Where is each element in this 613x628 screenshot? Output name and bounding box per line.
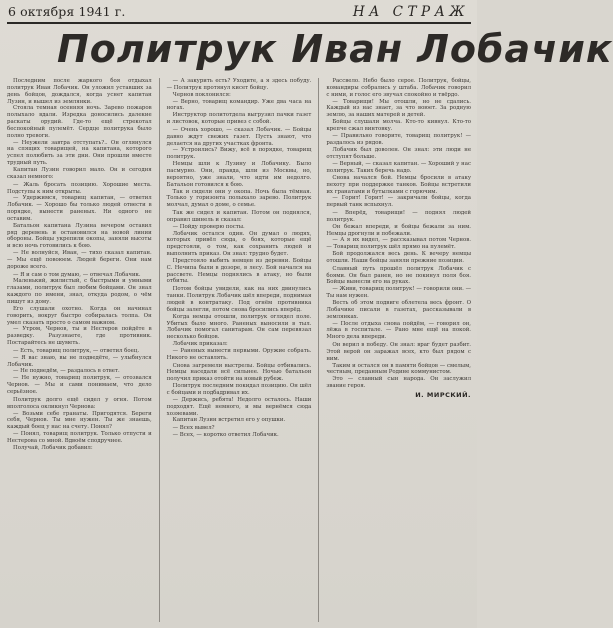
article-paragraph: — Очень хорошо, — сказал Лобачик. — Бойцы давно ждут свежих газет. Пусть знают, что делается на других участках фронта. (166, 126, 312, 147)
article-paragraph: Стояла темная осенняя ночь. Зарево пожаров полыхало вдали. Изредка доносились далекие раскаты орудий. Где-то ещё стрекотал беспокойный пулемёт. Сердце политрука было полно тревоги. (7, 105, 152, 139)
newspaper-masthead: НА СТРАЖ (352, 4, 469, 20)
article-paragraph: Политрук долго ещё сидел у огня. Потом вполголоса окликнул Чернова: (7, 396, 152, 410)
article-paragraph: — Держись, ребята! Недолго осталось. Наши подходят. Ещё немного, и мы вернёмся сюда хозяевами. (166, 396, 312, 417)
article-paragraph: Он бежал впереди, и бойцы бежали за ним. Немцы дрогнули и побежали. (326, 223, 472, 237)
article-paragraph: — Есть, товарищ политрук, — ответил боец. (13, 347, 140, 354)
article-paragraph: — Всех, — коротко ответил Лобачик. (172, 432, 279, 439)
article-paragraph: Славный путь прошёл политрук Лобачик с боями. Он был ранен, но не покинул поля боя. Бойцы вынесли его на руках. (326, 265, 472, 286)
headline-row (7, 26, 613, 76)
article-paragraph: — Вперёд, товарищи! — поднял людей политрук. (326, 210, 472, 223)
article-paragraph: — Верно, товарищ командир. Уже два часа на ногах. (166, 98, 312, 112)
article-paragraph: Это — славный сын народа. Он заслужил звание героя. (326, 376, 472, 390)
article-paragraph: Чернов поклонился: (172, 91, 231, 98)
article-paragraph: — Удержимся, товарищ капитан, — ответил Лобачик. — Хорошо бы только людей отвести в порядке, вынести раненых. Ни одного не оставим. (7, 195, 152, 222)
article-paragraph: Маленький, жилистый, с быстрыми и умными глазами, политрук был любим бойцами. Он знал каждого по имени, знал, откуда родом, о чём пишут из дому. (7, 278, 152, 305)
article-paragraph: — Верный, — сказал капитан. — Хороший у нас политрук. Таких беречь надо. (326, 161, 472, 174)
article-paragraph: Немцы шли к Лузину и Лобачику. Было пасмурно. Они, правда, шли из Москвы, но, вероятно, уже знали, что идти им недолго. Батальон готовился к бою. (166, 161, 312, 188)
article-paragraph: Он верил в победу. Он знал: враг будет разбит. Этой верой он заражал всех, кто был рядом с ним. (326, 342, 472, 362)
article-paragraph: Когда немцы отошли, политрук оглядел поле. Убитых было много. Раненых выносили в тыл. Лобачик помогал санитарам. Он сам перевязал несколько бойцов. (166, 313, 312, 341)
article-paragraph: Капитан Лузин говорил мало. Он и сегодня сказал немного: (7, 166, 152, 180)
article-paragraph: Снова загремели выстрелы. Бойцы отбивались. Немцы наседали всё сильнее. Ночью батальон получил приказ отойти на новый рубеж. (166, 362, 312, 383)
article-paragraph: — Я и сам о том думаю, — отвечал Лобачик. (13, 271, 141, 278)
article-paragraph: Лобачик был доволен. Он знал: эти люди не отступят больше. (326, 147, 472, 161)
article-paragraph: — Товарищи! Мы отошли, но не сдались. Каждый из нас знает, за что воюет. За родную землю, за наших матерей и детей. (326, 98, 472, 119)
article-column-2 (167, 78, 312, 622)
article-paragraph: Бойцы слушали молча. Кто-то кивнул. Кто-то крепче сжал винтовку. (326, 119, 472, 132)
article-paragraph: Последним после жаркого боя отдыхал политрук Иван Лобачик. Он уложил уставших за день бойцов, дождался, когда уснет капитан Лузин, и вышел из землянки. (7, 78, 152, 105)
article-paragraph: Политрук последним покидал позицию. Он шёл с бойцами и подбадривал их. (166, 383, 312, 396)
article-paragraph: — Я вас знаю, вы не подведёте, — улыбнулся Лобачик. (7, 354, 152, 368)
article-paragraph: Так же сидел и капитан. Потом он поднялся, оправил шинель и сказал: (166, 210, 312, 223)
article-paragraph: Батальон капитана Лузина вечером оставил ряд деревень и остановился на новой линии обороны. Бойцы укрепили окопы, заняли высоты и всю ночь готовились к бою. (7, 222, 152, 250)
article-paragraph: — Понял, товарищ политрук. Только отпусти и Нестерова со мной. Вдвоём сподручнее. (7, 431, 152, 444)
article-paragraph: Лобачик приказал: (172, 341, 228, 348)
article-paragraph: — Не подведём, — раздалось в ответ. (13, 368, 120, 375)
article-paragraph: Инструктор политотдела выгрузил пачки газет и листовок, которые привез с собой. (166, 112, 312, 126)
article-columns (7, 78, 471, 622)
article-paragraph: Весть об этом подвиге облетела весь фронт. О Лобачике писали в газетах, рассказывали в землянках. (326, 300, 472, 320)
article-paragraph: Его слушали охотно. Когда он начинал говорить, вокруг быстро собиралась толпа. Он умел сказать просто о самом важном. (7, 305, 152, 326)
article-paragraph: Таким и остался он в памяти бойцов — смелым, честным, преданным Родине коммунистом. (326, 362, 472, 376)
article-paragraph: Лобачик остался один. Он думал о людях, которых привёл сюда, о боях, которые ещё предстояли, о том, как сохранить людей и выполнить приказ. Он знал: трудно будет. (166, 230, 312, 258)
article-column-3 (326, 78, 471, 622)
page-header (7, 2, 471, 22)
article-paragraph: — А я их видел, — рассказывал потом Чернов. — Товарищ политрук шёл прямо на пулемёт. (326, 237, 472, 251)
article-paragraph: — Раненых вынести первыми. Оружие собрать. Никого не оставлять. (166, 347, 312, 361)
article-column-1 (7, 78, 152, 622)
article-paragraph: — Не нужно, товарищ политрук, — отозвался Чернов. — Мы и сами понимаем, что дело серьёзное. (7, 375, 152, 395)
article-paragraph: — Горит! Горит! — закричали бойцы, когда первый танк вспыхнул. (326, 195, 472, 209)
article-paragraph: — Возьми себе гранаты. Пригодятся. Береги себя, Чернов. Ты мне нужен. Ты же знаешь, каждый боец у нас на счету. Понял? (7, 410, 152, 431)
article-paragraph: Капитан Лузин встретил его у опушки. (172, 417, 286, 424)
article-paragraph: — Утром, Чернов, ты и Нестеров пойдёте в разведку. Разузнаете, где противник. Постарайтесь не шуметь. (7, 326, 152, 347)
issue-date: 6 октября 1941 г. (8, 4, 126, 19)
article-paragraph: — Не волнуйся, Иван, — тихо сказал капитан. — Мы ещё повоюем. Людей береги. Они нам дороже всего. (7, 250, 152, 270)
article-paragraph: — Устроились? Вижу, всё в порядке, товарищ политрук. (166, 147, 312, 161)
article-paragraph: — Пойду проверю посты. (172, 223, 245, 230)
article-paragraph: — Неужели завтра отступать?.. Он оглянулся на спящих товарищей, на капитана, которого успел полюбить за эти дни. Они прошли вместе трудный путь. (7, 139, 152, 167)
article-paragraph: Потом бойцы увидели, как на них двинулись танки. Политрук Лобачик шёл впереди, поднимая людей в контратаку. Под огнём противника бойцы залегли, потом снова бросились вперёд. (166, 286, 312, 313)
article-paragraph: Бой продолжался весь день. К вечеру немцы отошли. Наши бойцы заняли прежние позиции. (326, 251, 472, 264)
article-paragraph: Так и сидели они у окопа. Ночь была тёмная. Только у горизонта полыхало зарево. Политрук молчал, думал о доме, о семье. (166, 188, 312, 209)
column-divider (318, 78, 319, 622)
author-signature: И. МИРСКИЙ. (415, 390, 472, 399)
article-paragraph: Рассвело. Небо было серое. Политрук, бойцы, командиры собрались у штаба. Лобачик говорил с ними, и голос его звучал спокойно и твёрдо. (326, 78, 472, 98)
article-headline: Политрук Иван Лобачик (57, 27, 613, 71)
article-paragraph: — После отдыха снова пойдём, — говорил он, лёжа в госпитале. — Рано мне ещё на покой. Много дела впереди. (326, 320, 472, 341)
article-paragraph: — Всех вывел? (172, 425, 215, 432)
article-paragraph: — Жаль бросать позицию. Хорошие места. Подступы к ним открыты. (7, 181, 152, 195)
article-paragraph: Предстояло выбить немцев из деревни. Бойцы С. Нечипа были в дозоре, в лесу. Бой начался на рассвете. Немцы поднялись в атаку, но были отбиты. (166, 257, 312, 285)
article-paragraph: Получай, Лобачик добавил: (13, 444, 93, 451)
article-paragraph: — Живи, товарищ политрук! — говорили они. — Ты нам нужен. (326, 286, 472, 300)
article-paragraph: — А закурить есть? Уходите, а я здесь побуду. — Политрук протянул кисет бойцу. (166, 78, 312, 91)
header-rule (7, 22, 471, 24)
column-divider (159, 78, 160, 622)
article-paragraph: Снова начался бой. Немцы бросили в атаку пехоту при поддержке танков. Бойцы встретили их гранатами и бутылками с горючим. (326, 174, 472, 195)
article-paragraph: — Правильно говорите, товарищ политрук! — раздалось из рядов. (326, 132, 472, 146)
